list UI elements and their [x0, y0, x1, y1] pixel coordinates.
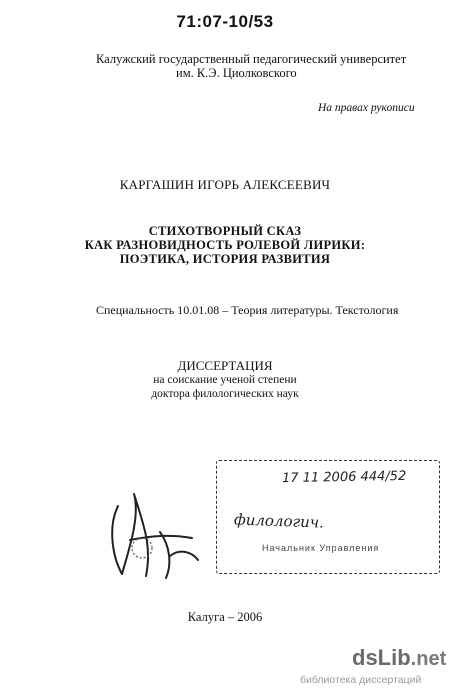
logo-tld-text: .net: [410, 648, 447, 670]
degree-line-2: доктора филологических наук: [151, 388, 299, 400]
watermark-caption: библиотека диссертаций: [300, 674, 422, 686]
title-line-1: СТИХОТВОРНЫЙ СКАЗ: [148, 224, 302, 238]
stamp-printed-text: Начальник Управления: [262, 543, 380, 553]
institution-honorific: им. К.Э. Циолковского: [176, 66, 297, 80]
title-line-2: КАК РАЗНОВИДНОСТЬ РОЛЕВОЙ ЛИРИКИ:: [84, 238, 366, 252]
manuscript-rights-note: На правах рукописи: [318, 102, 415, 114]
logo-main-text: dsLib: [352, 645, 411, 670]
institution-name: Калужский государственный педагогический университет: [96, 52, 407, 66]
handwritten-signature: [100, 486, 210, 586]
city-year: Калуга – 2006: [187, 610, 263, 624]
specialty-line: Специальность 10.01.08 – Теория литературы. Текстология: [96, 303, 399, 317]
document-code: 71:07-10/53: [176, 12, 274, 31]
dissertation-heading: ДИССЕРТАЦИЯ: [177, 358, 273, 373]
handwritten-note: филологич.: [233, 510, 325, 532]
dslib-logo[interactable]: [352, 645, 450, 675]
handwritten-date: 17 11 2006 444/52: [281, 468, 407, 487]
degree-line-1: на соискание ученой степени: [153, 374, 297, 386]
title-line-3: ПОЭТИКА, ИСТОРИЯ РАЗВИТИЯ: [119, 252, 331, 266]
author-name: КАРГАШИН ИГОРЬ АЛЕКСЕЕВИЧ: [119, 177, 331, 192]
